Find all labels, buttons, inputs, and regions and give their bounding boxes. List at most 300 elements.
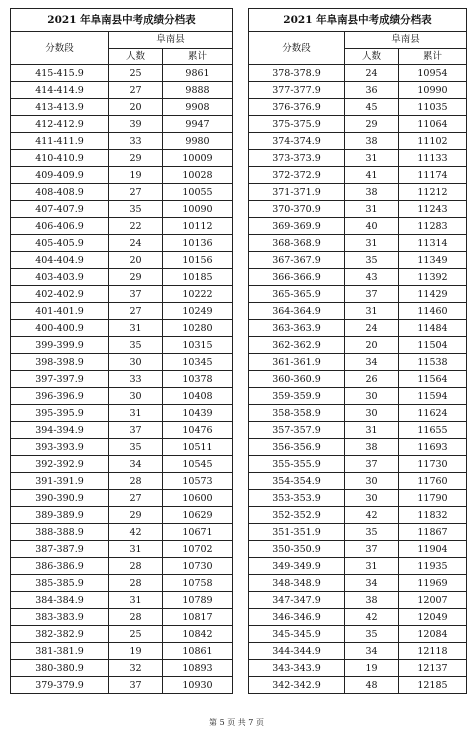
table-row	[11, 252, 233, 269]
table-row	[249, 677, 467, 694]
cell-score-range: 380-380.9	[11, 660, 109, 677]
cell-score-range: 373-373.9	[249, 150, 345, 167]
cell-count: 27	[109, 303, 163, 320]
cell-score-range: 398-398.9	[11, 354, 109, 371]
cell-score-range: 396-396.9	[11, 388, 109, 405]
table-row	[11, 371, 233, 388]
cell-score-range: 370-370.9	[249, 201, 345, 218]
table-row	[249, 167, 467, 184]
cell-cumulative: 12049	[399, 609, 467, 626]
cell-count: 37	[109, 677, 163, 694]
score-table-left	[10, 8, 233, 694]
cell-count: 35	[345, 252, 399, 269]
cell-count: 32	[109, 660, 163, 677]
cell-score-range: 355-355.9	[249, 456, 345, 473]
cell-count: 28	[109, 558, 163, 575]
cell-cumulative: 10990	[399, 82, 467, 99]
cell-cumulative: 10112	[163, 218, 233, 235]
cell-count: 38	[345, 439, 399, 456]
table-body	[249, 65, 467, 694]
table-row	[11, 354, 233, 371]
table-row	[11, 456, 233, 473]
cell-score-range: 411-411.9	[11, 133, 109, 150]
table-row	[11, 575, 233, 592]
cell-cumulative: 11594	[399, 388, 467, 405]
cell-score-range: 358-358.9	[249, 405, 345, 422]
cell-cumulative: 11693	[399, 439, 467, 456]
cell-count: 30	[345, 490, 399, 507]
cell-score-range: 404-404.9	[11, 252, 109, 269]
cell-count: 28	[109, 609, 163, 626]
cell-score-range: 357-357.9	[249, 422, 345, 439]
cell-count: 31	[109, 541, 163, 558]
table-row	[11, 269, 233, 286]
cell-count: 37	[345, 541, 399, 558]
cell-count: 20	[109, 99, 163, 116]
cell-cumulative: 10028	[163, 167, 233, 184]
cell-cumulative: 11624	[399, 405, 467, 422]
table-row	[11, 439, 233, 456]
cell-score-range: 407-407.9	[11, 201, 109, 218]
cell-cumulative: 11730	[399, 456, 467, 473]
page-footer: 第 5 页 共 7 页	[209, 718, 264, 727]
cell-cumulative: 10439	[163, 405, 233, 422]
cell-cumulative: 10758	[163, 575, 233, 592]
cell-cumulative: 12118	[399, 643, 467, 660]
table-row	[249, 116, 467, 133]
cell-count: 35	[109, 201, 163, 218]
cell-cumulative: 10954	[399, 65, 467, 82]
cell-score-range: 345-345.9	[249, 626, 345, 643]
cell-cumulative: 10476	[163, 422, 233, 439]
cell-score-range: 401-401.9	[11, 303, 109, 320]
cell-cumulative: 11064	[399, 116, 467, 133]
table-row	[11, 218, 233, 235]
table-row	[249, 592, 467, 609]
cell-score-range: 359-359.9	[249, 388, 345, 405]
cell-cumulative: 10730	[163, 558, 233, 575]
cell-cumulative: 11760	[399, 473, 467, 490]
header-cumulative: 累计	[399, 48, 467, 65]
cell-count: 42	[345, 507, 399, 524]
cell-cumulative: 11429	[399, 286, 467, 303]
cell-count: 31	[345, 558, 399, 575]
cell-score-range: 409-409.9	[11, 167, 109, 184]
cell-cumulative: 10249	[163, 303, 233, 320]
cell-cumulative: 11564	[399, 371, 467, 388]
table-row	[249, 473, 467, 490]
cell-score-range: 384-384.9	[11, 592, 109, 609]
cell-count: 20	[345, 337, 399, 354]
cell-score-range: 399-399.9	[11, 337, 109, 354]
cell-cumulative: 11283	[399, 218, 467, 235]
cell-score-range: 367-367.9	[249, 252, 345, 269]
table-row	[11, 643, 233, 660]
cell-count: 29	[109, 269, 163, 286]
cell-score-range: 382-382.9	[11, 626, 109, 643]
cell-cumulative: 11133	[399, 150, 467, 167]
header-cumulative: 累计	[163, 48, 233, 65]
cell-count: 31	[345, 422, 399, 439]
cell-count: 22	[109, 218, 163, 235]
table-row	[249, 303, 467, 320]
cell-score-range: 389-389.9	[11, 507, 109, 524]
cell-count: 36	[345, 82, 399, 99]
table-row	[11, 235, 233, 252]
cell-cumulative: 10817	[163, 609, 233, 626]
cell-score-range: 350-350.9	[249, 541, 345, 558]
cell-score-range: 383-383.9	[11, 609, 109, 626]
table-row	[11, 677, 233, 694]
cell-score-range: 342-342.9	[249, 677, 345, 694]
table-row	[11, 201, 233, 218]
cell-cumulative: 10600	[163, 490, 233, 507]
table-row	[11, 167, 233, 184]
cell-cumulative: 11174	[399, 167, 467, 184]
cell-count: 28	[109, 575, 163, 592]
cell-cumulative: 10315	[163, 337, 233, 354]
table-row	[11, 150, 233, 167]
table-row	[249, 626, 467, 643]
cell-cumulative: 11102	[399, 133, 467, 150]
cell-count: 31	[109, 320, 163, 337]
table-row	[249, 490, 467, 507]
table-row	[11, 558, 233, 575]
table-row	[249, 269, 467, 286]
cell-cumulative: 10511	[163, 439, 233, 456]
cell-count: 27	[109, 82, 163, 99]
table-row	[249, 184, 467, 201]
cell-count: 37	[345, 456, 399, 473]
cell-count: 30	[109, 354, 163, 371]
cell-cumulative: 11969	[399, 575, 467, 592]
cell-cumulative: 11504	[399, 337, 467, 354]
cell-cumulative: 10156	[163, 252, 233, 269]
cell-count: 39	[109, 116, 163, 133]
cell-count: 25	[109, 65, 163, 82]
cell-cumulative: 10671	[163, 524, 233, 541]
table-row	[249, 643, 467, 660]
cell-score-range: 394-394.9	[11, 422, 109, 439]
table-row	[249, 354, 467, 371]
cell-score-range: 406-406.9	[11, 218, 109, 235]
cell-count: 43	[345, 269, 399, 286]
cell-cumulative: 11867	[399, 524, 467, 541]
table-row	[249, 456, 467, 473]
table-row	[249, 524, 467, 541]
cell-cumulative: 11349	[399, 252, 467, 269]
table-row	[249, 201, 467, 218]
cell-cumulative: 11212	[399, 184, 467, 201]
table-title: 2021 年阜南县中考成绩分档表	[11, 9, 233, 32]
cell-count: 19	[109, 643, 163, 660]
table-row	[11, 592, 233, 609]
cell-score-range: 354-354.9	[249, 473, 345, 490]
cell-count: 28	[109, 473, 163, 490]
cell-cumulative: 10090	[163, 201, 233, 218]
table-body	[11, 65, 233, 694]
table-row	[249, 286, 467, 303]
table-row	[11, 99, 233, 116]
cell-score-range: 374-374.9	[249, 133, 345, 150]
cell-count: 31	[345, 303, 399, 320]
cell-count: 19	[345, 660, 399, 677]
cell-cumulative: 10629	[163, 507, 233, 524]
cell-score-range: 349-349.9	[249, 558, 345, 575]
cell-cumulative: 11314	[399, 235, 467, 252]
cell-count: 38	[345, 592, 399, 609]
cell-count: 35	[345, 626, 399, 643]
cell-count: 30	[109, 388, 163, 405]
cell-count: 27	[109, 490, 163, 507]
table-row	[249, 252, 467, 269]
cell-score-range: 369-369.9	[249, 218, 345, 235]
cell-count: 38	[345, 133, 399, 150]
cell-score-range: 388-388.9	[11, 524, 109, 541]
cell-score-range: 385-385.9	[11, 575, 109, 592]
cell-cumulative: 10930	[163, 677, 233, 694]
cell-score-range: 344-344.9	[249, 643, 345, 660]
cell-cumulative: 12007	[399, 592, 467, 609]
cell-cumulative: 10702	[163, 541, 233, 558]
cell-cumulative: 12137	[399, 660, 467, 677]
score-table-right	[248, 8, 467, 694]
cell-score-range: 393-393.9	[11, 439, 109, 456]
table-row	[249, 218, 467, 235]
header-score-range: 分数段	[249, 32, 345, 65]
cell-cumulative: 11832	[399, 507, 467, 524]
cell-count: 29	[109, 507, 163, 524]
table-row	[249, 65, 467, 82]
table-row	[11, 133, 233, 150]
cell-count: 34	[345, 575, 399, 592]
cell-score-range: 413-413.9	[11, 99, 109, 116]
cell-count: 38	[345, 184, 399, 201]
cell-count: 30	[345, 405, 399, 422]
cell-score-range: 343-343.9	[249, 660, 345, 677]
cell-score-range: 403-403.9	[11, 269, 109, 286]
cell-cumulative: 11655	[399, 422, 467, 439]
table-row	[11, 626, 233, 643]
cell-count: 34	[345, 354, 399, 371]
cell-count: 27	[109, 184, 163, 201]
cell-count: 30	[345, 473, 399, 490]
cell-cumulative: 11790	[399, 490, 467, 507]
table-row	[11, 524, 233, 541]
cell-cumulative: 10893	[163, 660, 233, 677]
table-row	[249, 507, 467, 524]
cell-score-range: 379-379.9	[11, 677, 109, 694]
table-row	[11, 82, 233, 99]
cell-count: 42	[109, 524, 163, 541]
table-row	[11, 422, 233, 439]
cell-cumulative: 11392	[399, 269, 467, 286]
table-row	[249, 371, 467, 388]
header-count: 人数	[345, 48, 399, 65]
cell-score-range: 415-415.9	[11, 65, 109, 82]
table-row	[11, 337, 233, 354]
cell-cumulative: 10136	[163, 235, 233, 252]
cell-score-range: 356-356.9	[249, 439, 345, 456]
cell-score-range: 347-347.9	[249, 592, 345, 609]
cell-count: 24	[345, 320, 399, 337]
table-row	[249, 133, 467, 150]
cell-cumulative: 12185	[399, 677, 467, 694]
cell-score-range: 371-371.9	[249, 184, 345, 201]
table-row	[11, 184, 233, 201]
cell-score-range: 366-366.9	[249, 269, 345, 286]
table-row	[249, 337, 467, 354]
cell-count: 40	[345, 218, 399, 235]
cell-score-range: 348-348.9	[249, 575, 345, 592]
cell-score-range: 364-364.9	[249, 303, 345, 320]
cell-score-range: 360-360.9	[249, 371, 345, 388]
table-row	[11, 507, 233, 524]
cell-count: 37	[345, 286, 399, 303]
cell-cumulative: 10222	[163, 286, 233, 303]
cell-count: 19	[109, 167, 163, 184]
cell-score-range: 377-377.9	[249, 82, 345, 99]
cell-score-range: 352-352.9	[249, 507, 345, 524]
table-row	[11, 320, 233, 337]
cell-count: 30	[345, 388, 399, 405]
cell-cumulative: 10055	[163, 184, 233, 201]
cell-score-range: 375-375.9	[249, 116, 345, 133]
table-row	[249, 235, 467, 252]
cell-score-range: 362-362.9	[249, 337, 345, 354]
cell-cumulative: 9888	[163, 82, 233, 99]
cell-score-range: 386-386.9	[11, 558, 109, 575]
cell-cumulative: 10378	[163, 371, 233, 388]
cell-cumulative: 11935	[399, 558, 467, 575]
cell-count: 33	[109, 133, 163, 150]
cell-cumulative: 11484	[399, 320, 467, 337]
cell-score-range: 363-363.9	[249, 320, 345, 337]
table-row	[249, 99, 467, 116]
cell-count: 31	[109, 405, 163, 422]
cell-score-range: 381-381.9	[11, 643, 109, 660]
cell-cumulative: 9908	[163, 99, 233, 116]
cell-score-range: 392-392.9	[11, 456, 109, 473]
cell-score-range: 397-397.9	[11, 371, 109, 388]
table-row	[249, 150, 467, 167]
cell-count: 37	[109, 286, 163, 303]
cell-cumulative: 10545	[163, 456, 233, 473]
cell-score-range: 402-402.9	[11, 286, 109, 303]
cell-count: 25	[109, 626, 163, 643]
header-county: 阜南县	[345, 32, 467, 49]
cell-count: 31	[345, 235, 399, 252]
cell-count: 26	[345, 371, 399, 388]
cell-cumulative: 9861	[163, 65, 233, 82]
cell-count: 29	[345, 116, 399, 133]
table-row	[11, 541, 233, 558]
cell-count: 24	[345, 65, 399, 82]
cell-score-range: 410-410.9	[11, 150, 109, 167]
table-row	[11, 303, 233, 320]
cell-score-range: 351-351.9	[249, 524, 345, 541]
cell-cumulative: 10408	[163, 388, 233, 405]
table-row	[11, 65, 233, 82]
cell-count: 34	[345, 643, 399, 660]
cell-score-range: 395-395.9	[11, 405, 109, 422]
table-row	[249, 660, 467, 677]
header-count: 人数	[109, 48, 163, 65]
table-row	[11, 660, 233, 677]
cell-cumulative: 12084	[399, 626, 467, 643]
cell-count: 20	[109, 252, 163, 269]
table-row	[11, 609, 233, 626]
cell-cumulative: 9947	[163, 116, 233, 133]
table-row	[249, 541, 467, 558]
cell-count: 42	[345, 609, 399, 626]
table-row	[249, 82, 467, 99]
cell-count: 35	[109, 439, 163, 456]
header-score-range: 分数段	[11, 32, 109, 65]
table-row	[249, 609, 467, 626]
cell-count: 41	[345, 167, 399, 184]
table-row	[249, 320, 467, 337]
table-row	[249, 405, 467, 422]
table-row	[11, 286, 233, 303]
table-row	[249, 439, 467, 456]
cell-cumulative: 10345	[163, 354, 233, 371]
cell-score-range: 378-378.9	[249, 65, 345, 82]
cell-cumulative: 11243	[399, 201, 467, 218]
table-row	[249, 422, 467, 439]
cell-cumulative: 10280	[163, 320, 233, 337]
cell-score-range: 412-412.9	[11, 116, 109, 133]
cell-score-range: 391-391.9	[11, 473, 109, 490]
table-row	[11, 116, 233, 133]
cell-cumulative: 9980	[163, 133, 233, 150]
cell-cumulative: 10573	[163, 473, 233, 490]
header-county: 阜南县	[109, 32, 233, 49]
cell-count: 31	[345, 201, 399, 218]
cell-count: 35	[345, 524, 399, 541]
cell-cumulative: 10861	[163, 643, 233, 660]
cell-count: 33	[109, 371, 163, 388]
cell-score-range: 376-376.9	[249, 99, 345, 116]
cell-count: 34	[109, 456, 163, 473]
cell-score-range: 400-400.9	[11, 320, 109, 337]
cell-cumulative: 10009	[163, 150, 233, 167]
cell-cumulative: 11035	[399, 99, 467, 116]
table-row	[11, 405, 233, 422]
cell-score-range: 346-346.9	[249, 609, 345, 626]
cell-cumulative: 11538	[399, 354, 467, 371]
table-row	[249, 575, 467, 592]
cell-count: 31	[109, 592, 163, 609]
cell-cumulative: 11904	[399, 541, 467, 558]
table-row	[11, 473, 233, 490]
cell-score-range: 414-414.9	[11, 82, 109, 99]
cell-count: 31	[345, 150, 399, 167]
cell-score-range: 390-390.9	[11, 490, 109, 507]
cell-score-range: 405-405.9	[11, 235, 109, 252]
table-row	[11, 490, 233, 507]
table-row	[249, 388, 467, 405]
cell-cumulative: 10789	[163, 592, 233, 609]
cell-count: 48	[345, 677, 399, 694]
cell-score-range: 387-387.9	[11, 541, 109, 558]
cell-score-range: 361-361.9	[249, 354, 345, 371]
cell-cumulative: 10185	[163, 269, 233, 286]
cell-count: 24	[109, 235, 163, 252]
cell-score-range: 372-372.9	[249, 167, 345, 184]
cell-score-range: 353-353.9	[249, 490, 345, 507]
cell-cumulative: 10842	[163, 626, 233, 643]
